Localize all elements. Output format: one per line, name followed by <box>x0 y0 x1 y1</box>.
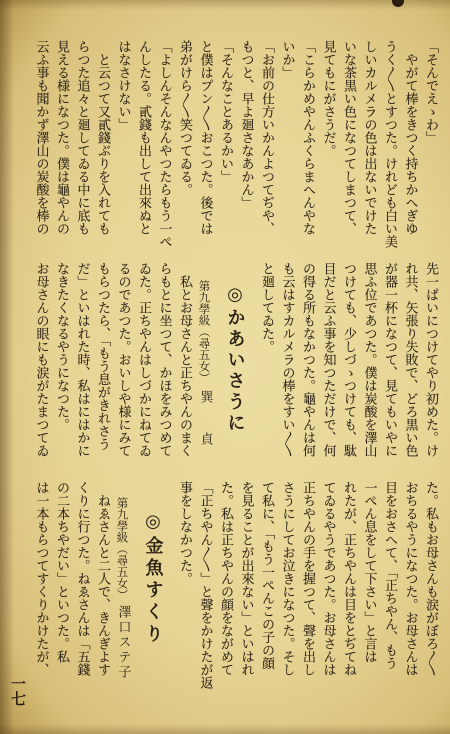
text-column: おちるやうになつた。お母さんは <box>402 481 418 676</box>
author-name: 澤口ステ子 <box>115 604 131 680</box>
text-column: いな茶黒い色になつてしまつて、 <box>341 40 356 235</box>
text-band-top <box>30 40 440 254</box>
text-column: くりに行つた。ねゑさんは「五錢 <box>74 481 90 676</box>
text-column: 「正ちやん〳〵」と聲をかけたが返 <box>197 481 213 689</box>
text-column: れ共、矢張り失敗で、どろ黒い色 <box>402 262 418 457</box>
text-column: と廻してゐた。 <box>259 262 274 353</box>
text-band-middle <box>30 262 440 474</box>
text-column: お母さんの眼にも涙がたまつてゐ <box>33 262 49 457</box>
text-column: さうにしてお泣きになつた。そし <box>279 481 295 676</box>
text-column: と僕はプン〳〵おこつた。後では <box>197 40 213 235</box>
text-column: ねゑさんと二人で、きんぎよす <box>95 494 110 676</box>
text-column: つけても、少しづゝつけても、駄 <box>341 262 356 457</box>
text-band-bottom <box>30 481 440 700</box>
text-column: るのであつた。おいしや様にみて <box>115 262 131 457</box>
text-column: らもとに坐つて、かほをみつめて <box>156 262 172 457</box>
text-column: 正ちやんの手を握つて、聲を出し <box>300 481 315 676</box>
author-grade: 第九學級（尋五女） <box>197 280 212 384</box>
text-column: は一本もらつてすくりかけたが、 <box>33 481 49 676</box>
text-column: んしたる。貳錢も出して出來ぬと <box>136 40 151 235</box>
text-column: ゐた。正ちやんはしづかにねてゐ <box>136 262 151 457</box>
text-column: もらつたら、「もう息がきれさう <box>95 262 110 451</box>
text-column: なきたくなるやうになつた。 <box>54 262 69 431</box>
text-column: しいカルメラの色は出ないでけた <box>361 40 377 235</box>
text-column: 事をしなかつた。 <box>177 481 192 585</box>
text-column: 思ふ位であつた。僕は炭酸を澤山 <box>361 262 377 457</box>
text-column: 云ふ事も聞かず澤山の炭酸を棒の <box>33 40 49 235</box>
text-column: た。私もお母さんも涙がぼろ〳〵 <box>423 481 438 676</box>
text-column: と云つて又貳錢ぶりを入れても <box>95 53 110 235</box>
text-column: 見てもにがさうだ。 <box>320 40 336 157</box>
story-author <box>112 481 133 700</box>
text-column: も云はすカルメラの棒をすい〳〵 <box>279 262 295 457</box>
text-column: 先一ぱいにつけてやり初めた。け <box>423 262 438 457</box>
text-column: はなさけない」 <box>115 40 131 131</box>
story-author <box>194 262 215 474</box>
text-column: た。私は正ちやんの顔をながめて <box>218 481 233 676</box>
page-number: 一七 <box>9 676 27 706</box>
text-column: れたが、正ちやんは目をとぢてね <box>341 481 356 676</box>
text-column: だ」といはれた時、私はにはかに <box>74 262 90 457</box>
text-column: てゐるやうであつた。お母さんは <box>320 481 336 676</box>
text-column: 「こらかめやんふくらまへんやな <box>300 40 315 235</box>
author-name: 巽 貞 <box>197 389 213 453</box>
text-column: が器一杯になつて、見てもいやに <box>382 262 397 457</box>
text-column: らつた追々と廻してゐる中に底も <box>74 40 90 235</box>
text-column: て私に、「もう一ぺんこの子の顔 <box>259 481 274 670</box>
text-column: 「そんでえゝわ」 <box>423 40 438 144</box>
story-title: ◎かあいさうに <box>224 284 246 434</box>
story-title: ◎金魚すくり <box>142 511 164 646</box>
ink-blot <box>392 0 404 7</box>
text-column: もつと、早よ廻さなあかん」 <box>238 40 254 209</box>
text-column: いか」 <box>279 40 295 79</box>
text-column: うく〳〵とすつた。けれども白い美 <box>382 40 397 248</box>
text-column: 弟がけら〳〵笑つてゐる。 <box>177 40 192 196</box>
text-column: 「よしんそんなんやつたらもう一ぺ <box>156 40 172 248</box>
text-column: 目だと云ふ事を知つただけで、何 <box>320 262 336 457</box>
text-column: 一ぺん息をして下さい」と言は <box>361 481 377 663</box>
text-column: 私とお母さんと正ちやんのまく <box>177 275 192 457</box>
text-column: の二本ちやだい」といつた。私 <box>54 481 69 663</box>
text-column: 「お前の仕方いかんよつてぢや、 <box>259 40 274 235</box>
text-column: 目をおさへて、「正ちやん、もう <box>382 481 397 670</box>
text-column: 見える様になつた。僕は龜やんの <box>54 40 69 235</box>
text-column: 「そんなことあるかい」 <box>218 40 233 183</box>
text-column: を見ることが出來ない」といはれ <box>238 481 254 676</box>
text-column: やがて棒をきつく持ちかへぎゆ <box>402 53 418 235</box>
author-grade: 第九學級（尋五女） <box>115 497 130 601</box>
text-column: の得る所もなかつた。龜やんは何 <box>300 262 315 457</box>
